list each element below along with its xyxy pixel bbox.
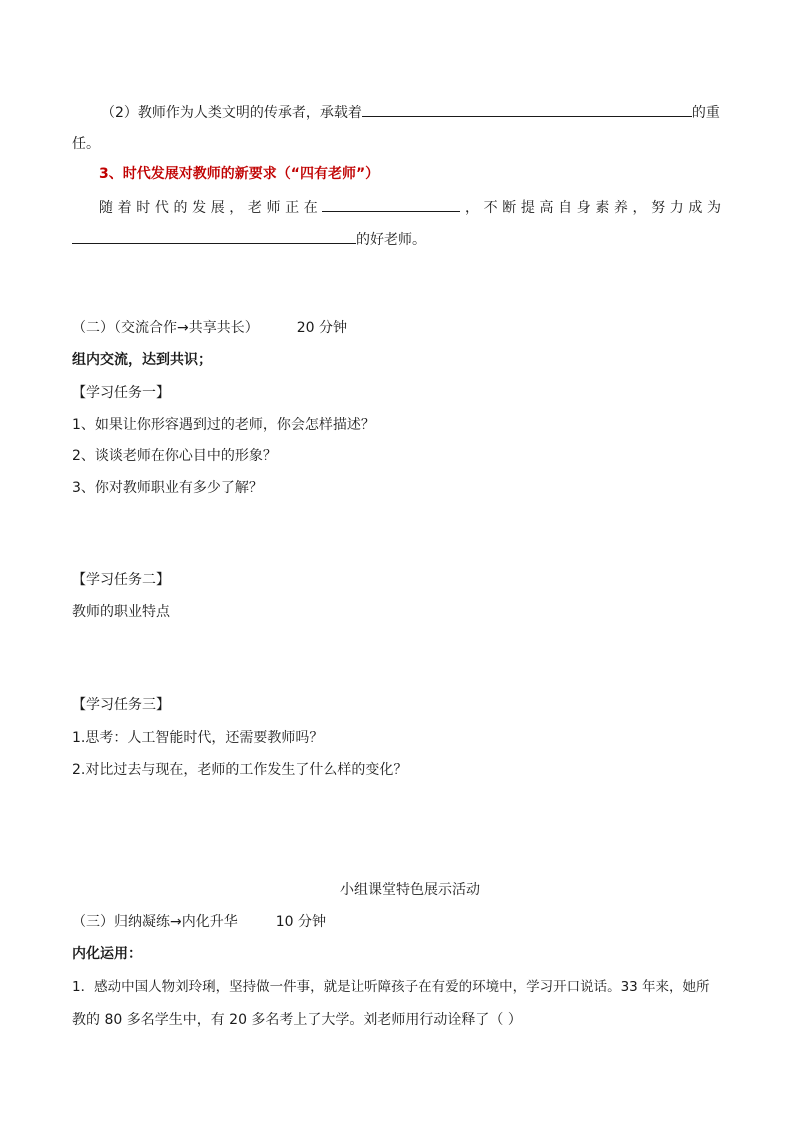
task-3-item-2: 2.对比过去与现在，老师的工作发生了什么样的变化？	[72, 762, 408, 778]
activity-title: 小组课堂特色展示活动	[340, 882, 480, 898]
task-3-heading: 【学习任务三】	[72, 697, 170, 713]
section-3-subtitle: 内化运用：	[72, 946, 142, 962]
section-2-title: （二）（交流合作→共享共长）	[72, 320, 259, 336]
question-1-line-2: 教的 80 多名学生中，有 20 多名考上了大学。刘老师用行动诠释了（ ）	[72, 1012, 522, 1028]
section-2-subtitle: 组内交流，达到共识；	[72, 352, 212, 368]
task-2-heading: 【学习任务二】	[72, 572, 170, 588]
paragraph-part-b: ，不断提高自身素养，努力成为	[460, 200, 722, 216]
section-2-time: 20 分钟	[296, 320, 347, 336]
item-2-line	[101, 102, 720, 123]
fill-blank-1[interactable]	[362, 102, 692, 117]
task-1-heading: 【学习任务一】	[72, 385, 170, 401]
item-2-prefix: （2）教师作为人类文明的传承者，承载着	[101, 105, 362, 121]
item-2-continuation: 任。	[72, 136, 100, 152]
section-3-title: （三）归纳凝练→内化升华	[72, 914, 238, 930]
paragraph-part-a: 随着时代的发展，老师正在	[99, 200, 323, 216]
paragraph-continuation	[72, 229, 426, 250]
paragraph-part-c: 的好老师。	[356, 232, 426, 248]
section-3-title-line	[72, 912, 326, 932]
task-1-item-2: 2、谈谈老师在你心目中的形象？	[72, 448, 277, 464]
item-2-suffix: 的重	[691, 105, 720, 121]
question-1-line-1: 1．感动中国人物刘玲琍，坚持做一件事，就是让听障孩子在有爱的环境中，学习开口说话。33 年来，她所	[72, 979, 710, 995]
fill-blank-3[interactable]	[72, 229, 356, 244]
task-3-item-1: 1.思考：人工智能时代，还需要教师吗？	[72, 730, 324, 746]
fill-blank-2[interactable]	[322, 197, 460, 212]
section-2-title-line	[72, 318, 347, 338]
task-1-item-1: 1、如果让你形容遇到过的老师，你会怎样描述？	[72, 417, 375, 433]
paragraph-new-requirements	[99, 197, 721, 218]
task-1-item-3: 3、你对教师职业有多少了解？	[72, 480, 263, 496]
task-2-text: 教师的职业特点	[72, 604, 170, 620]
heading-3: 3、时代发展对教师的新要求（“四有老师”）	[99, 166, 380, 182]
section-3-time: 10 分钟	[275, 914, 326, 930]
